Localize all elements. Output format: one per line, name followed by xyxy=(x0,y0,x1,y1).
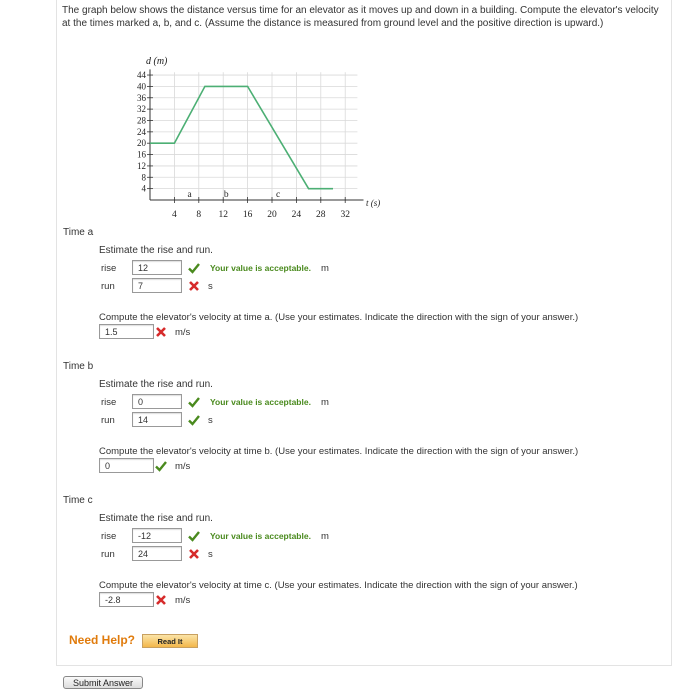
question-text: The graph below shows the distance versus time for an elevator as it moves up and down in a building. Compute the elevator's velocity at the times marked a, b, and c. (Assume the distance is measured from ground level and the positive direction is upward.) xyxy=(62,5,659,29)
x-tick-label: 12 xyxy=(218,210,228,220)
submit-answer-button[interactable]: Submit Answer xyxy=(63,676,143,689)
time-a-rise-unit: m xyxy=(321,263,329,274)
x-icon xyxy=(155,326,167,338)
time-c-run-input[interactable]: 24 xyxy=(132,546,182,561)
read-it-button[interactable]: Read It xyxy=(142,634,198,648)
time-c-rise-input[interactable]: -12 xyxy=(132,528,182,543)
rise-label: rise xyxy=(101,397,117,408)
need-help-label: Need Help? xyxy=(69,633,136,647)
distance-line xyxy=(150,86,333,188)
time-b-block xyxy=(99,379,659,472)
x-tick-label: 16 xyxy=(242,210,253,220)
time-a-run-unit: s xyxy=(208,281,213,292)
y-tick-label: 20 xyxy=(137,138,146,149)
time-a-velocity-unit: m/s xyxy=(175,327,191,338)
time-c-estimate: Estimate the rise and run. xyxy=(99,513,213,524)
y-axis-label: d (m) xyxy=(146,56,168,67)
y-tick-label: 8 xyxy=(141,172,146,183)
time-b-compute: Compute the elevator's velocity at time b. (Use your estimates. Indicate the direction with the sign of your answer.) xyxy=(99,446,579,457)
x-icon xyxy=(188,280,200,292)
time-a-compute: Compute the elevator's velocity at time a. (Use your estimates. Indicate the direction with the sign of your answer.) xyxy=(99,312,579,323)
x-tick-label: 32 xyxy=(340,210,350,220)
time-b-label: Time b xyxy=(63,361,94,372)
x-axis-label: t (s) xyxy=(366,198,381,208)
check-icon xyxy=(188,262,200,274)
time-b-rise-feedback: Your value is acceptable. xyxy=(210,397,311,407)
check-icon xyxy=(155,460,167,472)
x-tick-label: 4 xyxy=(172,210,177,220)
x-tick-label: 24 xyxy=(291,210,302,220)
y-tick-label: 24 xyxy=(137,126,146,137)
time-b-run-input[interactable]: 14 xyxy=(132,412,182,427)
y-tick-label: 12 xyxy=(137,160,146,171)
check-icon xyxy=(188,396,200,408)
time-marker-a: a xyxy=(187,190,192,200)
run-label: run xyxy=(101,281,115,292)
run-label: run xyxy=(101,549,115,560)
distance-time-graph xyxy=(110,50,400,225)
time-b-run-unit: s xyxy=(208,415,213,426)
y-tick-label: 32 xyxy=(137,104,146,115)
time-c-rise-feedback: Your value is acceptable. xyxy=(210,531,311,541)
x-icon xyxy=(188,548,200,560)
y-tick-label: 28 xyxy=(137,115,146,126)
time-c-label: Time c xyxy=(63,495,93,506)
check-icon xyxy=(188,414,200,426)
time-c-compute: Compute the elevator's velocity at time c. (Use your estimates. Indicate the direction with the sign of your answer.) xyxy=(99,580,578,591)
x-tick-label: 20 xyxy=(267,210,277,220)
check-icon xyxy=(188,530,200,542)
rise-label: rise xyxy=(101,263,117,274)
x-tick-label: 8 xyxy=(196,210,202,220)
time-c-velocity-unit: m/s xyxy=(175,595,191,606)
y-tick-label: 40 xyxy=(137,81,146,92)
time-a-velocity-input[interactable]: 1.5 xyxy=(99,324,154,339)
time-b-velocity-unit: m/s xyxy=(175,461,191,472)
y-tick-label: 44 xyxy=(137,70,146,81)
rise-label: rise xyxy=(101,531,117,542)
time-c-run-unit: s xyxy=(208,549,213,560)
time-a-block xyxy=(99,245,659,338)
time-marker-c: c xyxy=(275,190,281,200)
time-c-rise-unit: m xyxy=(321,531,329,542)
time-c-block xyxy=(99,513,659,606)
x-tick-label: 28 xyxy=(316,210,326,220)
time-a-rise-feedback: Your value is acceptable. xyxy=(210,263,311,273)
y-tick-label: 4 xyxy=(141,183,146,194)
y-tick-label: 16 xyxy=(137,149,146,160)
time-b-velocity-input[interactable]: 0 xyxy=(99,458,154,473)
time-a-estimate: Estimate the rise and run. xyxy=(99,245,213,256)
time-b-rise-input[interactable]: 0 xyxy=(132,394,182,409)
y-tick-label: 36 xyxy=(137,92,146,103)
time-a-run-input[interactable]: 7 xyxy=(132,278,182,293)
x-icon xyxy=(155,594,167,606)
time-a-label: Time a xyxy=(63,227,94,238)
time-b-rise-unit: m xyxy=(321,397,329,408)
run-label: run xyxy=(101,415,115,426)
time-b-estimate: Estimate the rise and run. xyxy=(99,379,213,390)
time-marker-b: b xyxy=(223,190,229,200)
time-a-rise-input[interactable]: 12 xyxy=(132,260,182,275)
time-c-velocity-input[interactable]: -2.8 xyxy=(99,592,154,607)
